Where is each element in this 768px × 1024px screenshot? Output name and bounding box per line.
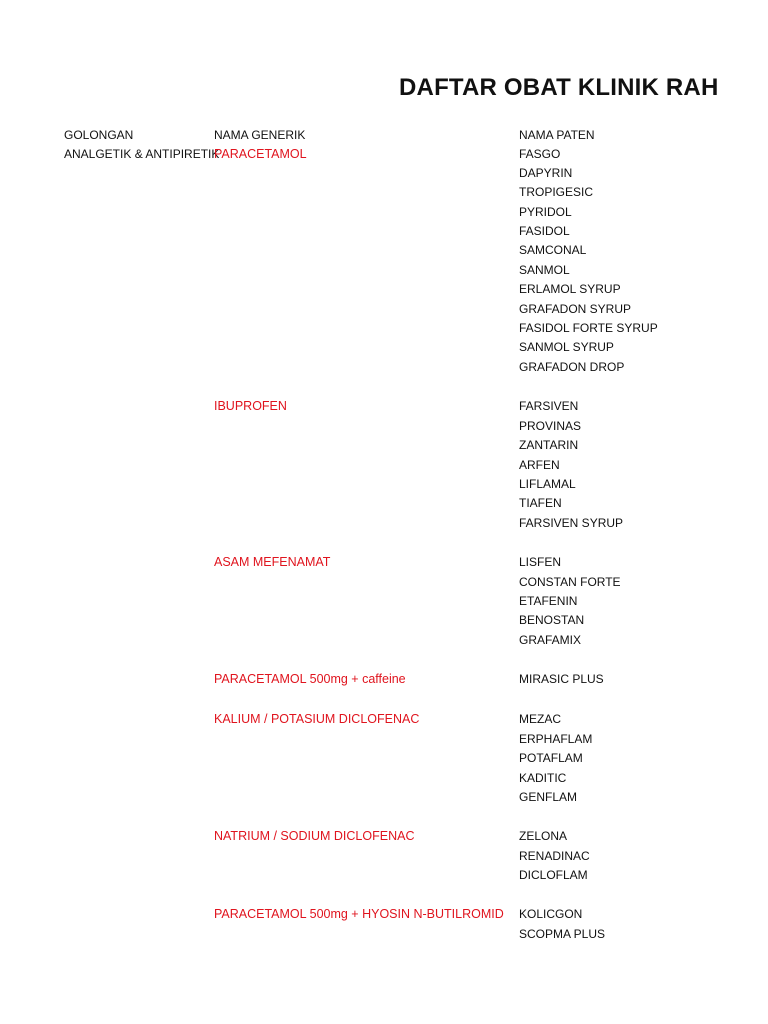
generic-name: KALIUM / POTASIUM DICLOFENAC bbox=[214, 712, 420, 726]
brand-name: GRAFAMIX bbox=[519, 633, 582, 647]
header-nama-generik: NAMA GENERIK bbox=[214, 128, 306, 142]
brand-name: FASIDOL FORTE SYRUP bbox=[519, 321, 658, 335]
brand-name: FARSIVEN SYRUP bbox=[519, 516, 624, 530]
brand-name: RENADINAC bbox=[519, 849, 590, 863]
brand-name: TIAFEN bbox=[519, 496, 562, 510]
brand-name: CONSTAN FORTE bbox=[519, 575, 621, 589]
brand-name: ERPHAFLAM bbox=[519, 732, 593, 746]
brand-name: GRAFADON DROP bbox=[519, 360, 625, 374]
brand-name: KADITIC bbox=[519, 771, 567, 785]
brand-name: DICLOFLAM bbox=[519, 868, 588, 882]
brand-name: FASIDOL bbox=[519, 224, 570, 238]
header-nama-paten: NAMA PATEN bbox=[519, 128, 595, 142]
brand-name: POTAFLAM bbox=[519, 751, 583, 765]
brand-name: LISFEN bbox=[519, 555, 562, 569]
brand-name: ERLAMOL SYRUP bbox=[519, 282, 621, 296]
brand-name: LIFLAMAL bbox=[519, 477, 576, 491]
brand-name: PYRIDOL bbox=[519, 205, 572, 219]
brand-name: SANMOL bbox=[519, 263, 570, 277]
brand-name: KOLICGON bbox=[519, 907, 583, 921]
brand-name: ZANTARIN bbox=[519, 438, 579, 452]
brand-name: DAPYRIN bbox=[519, 166, 573, 180]
brand-name: FASGO bbox=[519, 147, 561, 161]
brand-name: PROVINAS bbox=[519, 419, 582, 433]
generic-name: ASAM MEFENAMAT bbox=[214, 555, 331, 569]
brand-name: GRAFADON SYRUP bbox=[519, 302, 632, 316]
brand-name: TROPIGESIC bbox=[519, 185, 594, 199]
brand-name: MEZAC bbox=[519, 712, 561, 726]
header-golongan: GOLONGAN bbox=[64, 128, 134, 142]
generic-name: IBUPROFEN bbox=[214, 399, 287, 413]
brand-name: ARFEN bbox=[519, 458, 560, 472]
brand-name: SANMOL SYRUP bbox=[519, 340, 614, 354]
generic-name: NATRIUM / SODIUM DICLOFENAC bbox=[214, 829, 415, 843]
generic-name: PARACETAMOL 500mg + caffeine bbox=[214, 672, 406, 686]
generic-name: PARACETAMOL bbox=[214, 147, 307, 161]
brand-name: FARSIVEN bbox=[519, 399, 579, 413]
generic-name: PARACETAMOL 500mg + HYOSIN N-BUTILROMID bbox=[214, 907, 504, 921]
brand-name: SAMCONAL bbox=[519, 243, 587, 257]
brand-name: GENFLAM bbox=[519, 790, 578, 804]
brand-name: SCOPMA PLUS bbox=[519, 927, 606, 941]
page-title: DAFTAR OBAT KLINIK RAH bbox=[399, 74, 719, 101]
brand-name: BENOSTAN bbox=[519, 613, 585, 627]
brand-name: MIRASIC PLUS bbox=[519, 672, 604, 686]
brand-name: ETAFENIN bbox=[519, 594, 578, 608]
brand-name: ZELONA bbox=[519, 829, 568, 843]
category-label: ANALGETIK & ANTIPIRETIK bbox=[64, 147, 220, 161]
